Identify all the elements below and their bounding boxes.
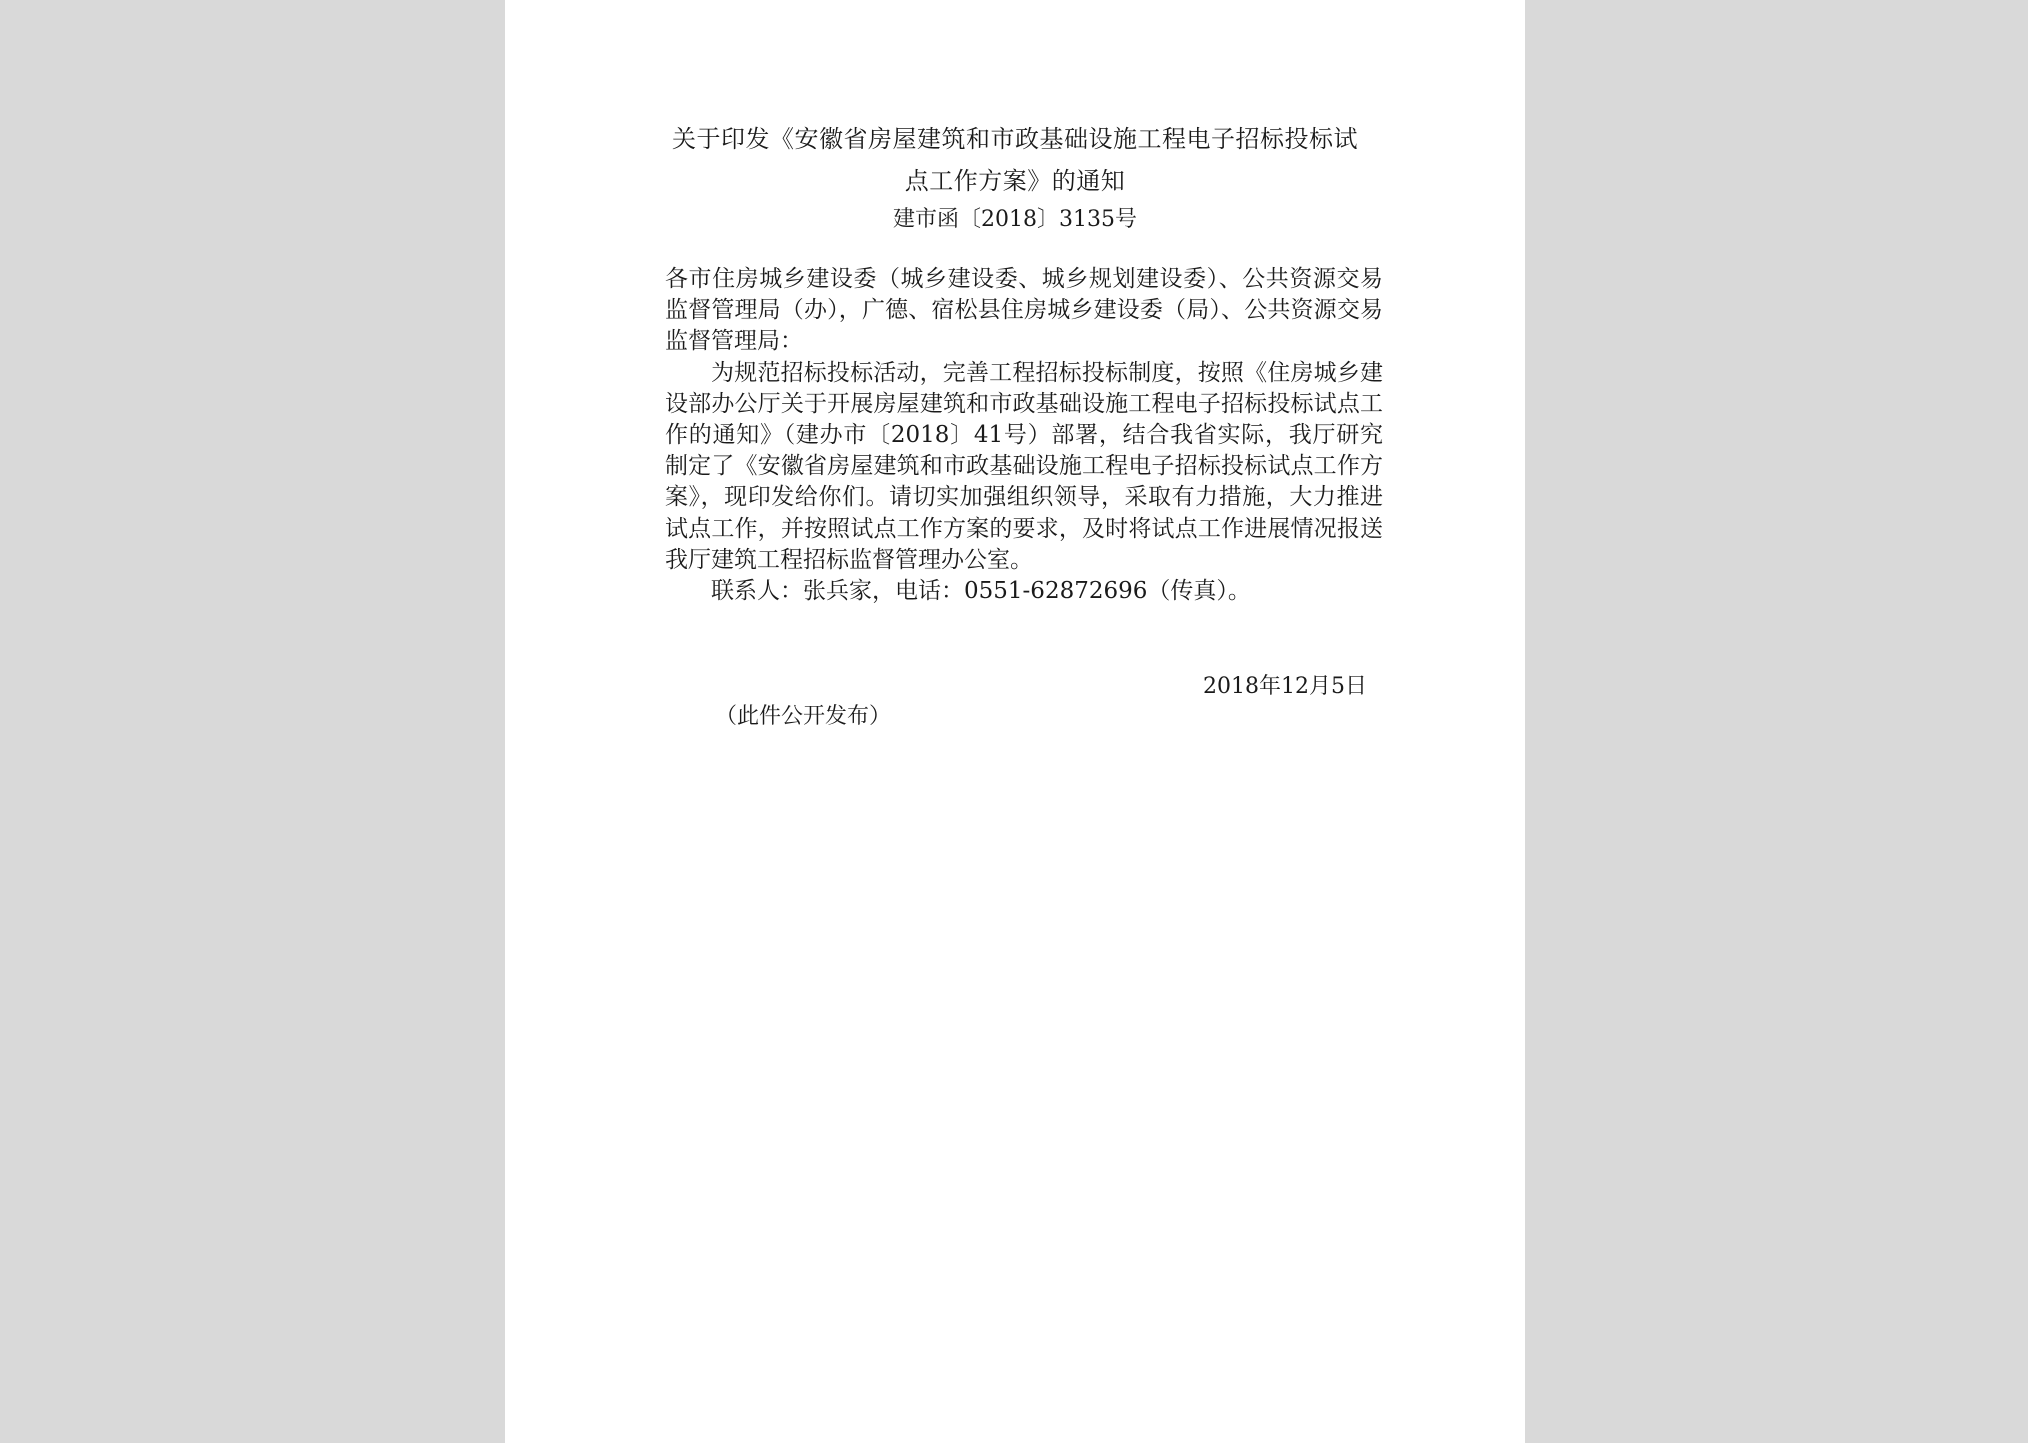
addressee: 各市住房城乡建设委（城乡建设委、城乡规划建设委）、公共资源交易监督管理局（办），广德、宿松县住房城乡建设委（局）、公共资源交易监督管理局： — [665, 266, 1383, 355]
document-title: 关于印发《安徽省房屋建筑和市政基础设施工程电子招标投标试点工作方案》的通知 — [672, 125, 1358, 195]
document-body — [665, 264, 1383, 607]
contact-line: 联系人：张兵家，电话：0551-62872696（传真）。 — [711, 578, 1251, 605]
body-paragraph: 为规范招标投标活动，完善工程招标投标制度，按照《住房城乡建设部办公厅关于开展房屋建筑和市政基础设施工程电子招标投标试点工作的通知》（建办市〔2018〕41号）部署，结合我省实际，我厅研究制定了《安徽省房屋建筑和市政基础设施工程电子招标投标试点工作方案》，现印发给你们。请切实加强组织领导，采取有力措施，大力推进试点工作，并按照试点工作方案的要求，及时将试点工作进展情况报送我厅建筑工程招标监督管理办公室。 — [665, 359, 1383, 573]
issue-date: 2018年12月5日 — [1203, 674, 1367, 699]
publication-note: （此件公开发布） — [715, 704, 892, 729]
document-page — [505, 0, 1525, 1443]
document-number: 建市函〔2018〕3135号 — [893, 207, 1137, 232]
